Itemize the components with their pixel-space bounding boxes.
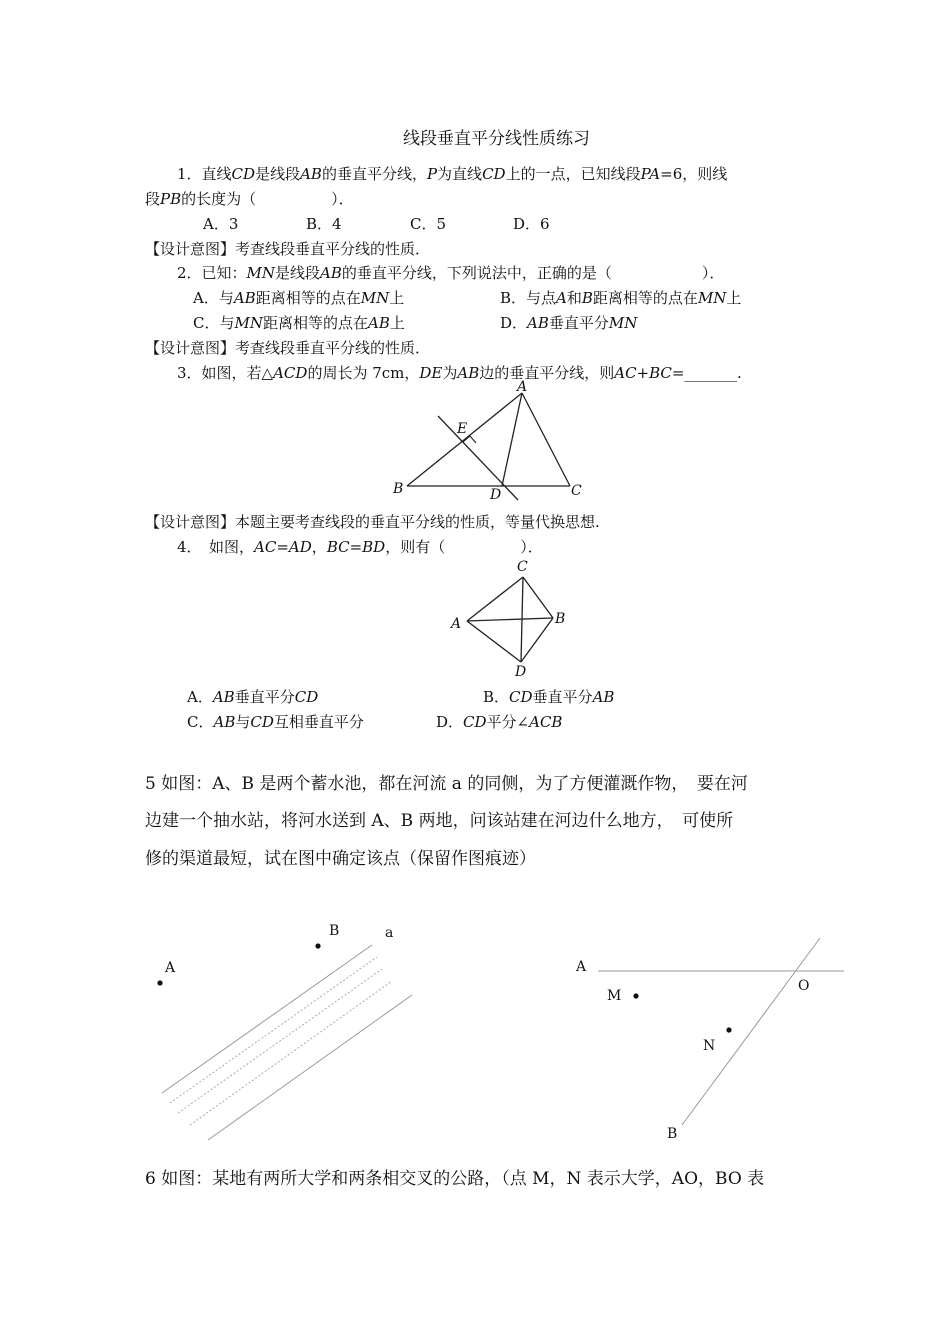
q6-label-n: N: [703, 1038, 716, 1054]
q2-text: B．与点: [500, 289, 557, 307]
q1-text: 上的一点，已知线段: [505, 165, 641, 183]
q3-text: 的周长为 7cm，: [307, 364, 420, 382]
q6-label-b: B: [667, 1126, 678, 1142]
q5-river-inner-line: [170, 957, 377, 1103]
q5-line3: 修的渠道最短，试在图中确定该点（保留作图痕迹）: [145, 849, 536, 869]
q6-line1: 6 如图：某地有两所大学和两条相交叉的公路，（点 M，N 表示大学，AO，BO 表: [145, 1169, 765, 1189]
q5-river-far-bank: [208, 995, 412, 1140]
q6-road-bo: [682, 938, 820, 1125]
q4-segment-ad: [467, 621, 521, 662]
q5-river-inner-line: [178, 969, 382, 1113]
q1-text: 是线段: [255, 165, 301, 183]
q4-label-d: D: [515, 664, 527, 680]
q6-label-a: A: [576, 959, 587, 975]
q2-var: AB: [527, 314, 549, 332]
q4-text: B．: [483, 688, 510, 706]
q3-text: =_______.: [671, 364, 742, 382]
q4-text: 互相垂直平分: [273, 713, 364, 731]
q5-river-bank: [162, 945, 372, 1093]
q2-text: 上: [389, 289, 405, 307]
q4-option-b: [483, 687, 614, 707]
q1-option-d: D．6: [513, 215, 550, 233]
q2-text: 和: [566, 289, 582, 307]
q1-var: AB: [300, 165, 322, 183]
q2-text: C．与: [193, 314, 235, 332]
q3-var: AC+BC: [614, 364, 672, 382]
q2-text: D．: [500, 314, 528, 332]
q3-var: DE: [419, 364, 443, 382]
q5-label-river: a: [385, 925, 394, 941]
q1-var: CD: [482, 165, 506, 183]
q5-label-a: A: [165, 960, 176, 976]
q3-label-e: E: [457, 421, 468, 437]
q2-text: 距离相等的点在: [255, 289, 361, 307]
q3-label-b: B: [393, 481, 404, 497]
q3-label-c: C: [571, 483, 582, 499]
q4-text: 4． 如图，: [177, 538, 255, 556]
q2-var: AB: [320, 264, 342, 282]
q1-stem-line1: [177, 164, 727, 184]
q2-stem: [177, 263, 724, 283]
q4-kite-figure: [445, 555, 580, 680]
q1-var: CD: [231, 165, 256, 183]
q4-text: D．: [436, 713, 464, 731]
q1-text: =6，则线: [660, 165, 728, 183]
q1-text: 段: [145, 190, 161, 208]
q2-var: MN: [360, 289, 390, 307]
q6-label-o: O: [798, 978, 810, 994]
q4-text: 与: [235, 713, 251, 731]
q4-var: CD: [463, 713, 487, 731]
q3-design-intent: 【设计意图】本题主要考查线段的垂直平分线的性质，等量代换思想.: [145, 513, 600, 531]
q2-var: B: [581, 289, 593, 307]
q4-var: AC=AD: [254, 538, 312, 556]
q4-text: 垂直平分: [234, 688, 295, 706]
q5-line2: 边建一个抽水站，将河水送到 A、B 两地，问该站建在河边什么地方， 可使所: [145, 811, 734, 831]
q1-text: 为直线: [437, 165, 483, 183]
q2-text: 的垂直平分线，下列说法中，正确的是（ ）．: [341, 264, 725, 282]
q4-label-c: C: [517, 559, 528, 575]
q2-text: A．与: [193, 289, 234, 307]
q4-var: AB: [213, 713, 236, 731]
q2-option-b: [500, 288, 741, 308]
q4-option-c: [187, 712, 364, 732]
q2-text: 2．已知：: [177, 264, 247, 282]
q5-river-figure: [140, 915, 440, 1150]
q1-text: 的垂直平分线，: [321, 165, 427, 183]
q4-text: ，: [311, 538, 327, 556]
q4-var: BC=BD: [326, 538, 386, 556]
q5-line1: 5 如图：A、B 是两个蓄水池，都在河流 a 的同侧，为了方便灌溉作物， 要在河: [145, 774, 748, 794]
q2-var: A: [556, 289, 567, 307]
q1-var: PB: [160, 190, 182, 208]
q4-var: CD: [250, 713, 274, 731]
q4-var: AB: [212, 688, 235, 706]
q1-var: PA: [640, 165, 661, 183]
q2-design-intent: 【设计意图】考查线段垂直平分线的性质．: [145, 339, 431, 357]
q1-text: 1．直线: [177, 165, 232, 183]
q4-stem: [177, 537, 543, 557]
q6-point-n: [726, 1027, 731, 1032]
q4-label-a: A: [451, 616, 462, 632]
q3-segment-ac: [522, 393, 570, 486]
q4-var: ACB: [529, 713, 563, 731]
q3-var: AB: [457, 364, 480, 382]
q4-text: 垂直平分: [532, 688, 593, 706]
q6-point-m: [633, 993, 638, 998]
q1-option-a: A．3: [203, 215, 239, 233]
q2-var: AB: [367, 314, 390, 332]
q3-label-d: D: [490, 487, 502, 503]
q4-option-a: [187, 687, 318, 707]
q4-var: AB: [592, 688, 615, 706]
q2-var: AB: [233, 289, 256, 307]
q1-design-intent: 【设计意图】考查线段垂直平分线的性质．: [145, 240, 431, 258]
q4-var: CD: [294, 688, 319, 706]
q2-var: MN: [697, 289, 727, 307]
q2-text: 上: [389, 314, 405, 332]
q4-option-d: [436, 712, 562, 732]
q3-text: 为: [442, 364, 458, 382]
q4-text: ，则有（ ）．: [385, 538, 543, 556]
q4-segment-bd: [521, 618, 553, 662]
q2-var: MN: [608, 314, 638, 332]
q3-triangle-figure: [380, 380, 600, 505]
q1-option-c: C．5: [410, 215, 447, 233]
q2-option-a: [193, 288, 404, 308]
q4-text: 平分∠: [486, 713, 530, 731]
q2-text: 垂直平分: [548, 314, 609, 332]
q4-text: C．: [187, 713, 214, 731]
q2-text: 上: [726, 289, 742, 307]
q4-segment-ab: [467, 618, 553, 621]
q2-text: 距离相等的点在: [262, 314, 368, 332]
q1-option-b: B．4: [306, 215, 342, 233]
q4-segment-cb: [523, 577, 553, 618]
q2-var: MN: [246, 264, 276, 282]
q6-roads-figure: [570, 930, 850, 1145]
page-title: 线段垂直平分线性质练习: [403, 129, 590, 149]
q1-var: P: [426, 165, 438, 183]
q2-option-c: [193, 313, 405, 333]
q6-label-m: M: [607, 988, 622, 1004]
q4-label-b: B: [555, 611, 566, 627]
q3-label-a: A: [517, 379, 528, 395]
q4-segment-ca: [467, 577, 523, 621]
q1-stem-line2: [145, 189, 354, 209]
q3-text: 边的垂直平分线，则: [479, 364, 615, 382]
q4-text: A．: [187, 688, 213, 706]
q2-var: MN: [234, 314, 263, 332]
q3-var: ACD: [273, 364, 308, 382]
q2-option-d: [500, 313, 637, 333]
q2-text: 距离相等的点在: [592, 289, 698, 307]
q3-text: 3．如图，若△: [177, 364, 274, 382]
q5-label-b: B: [329, 923, 340, 939]
q2-text: 是线段: [275, 264, 321, 282]
q1-text: 的长度为（ ）．: [181, 190, 354, 208]
q5-point-b: [315, 943, 320, 948]
q5-point-a: [157, 980, 162, 985]
q4-var: CD: [509, 688, 533, 706]
